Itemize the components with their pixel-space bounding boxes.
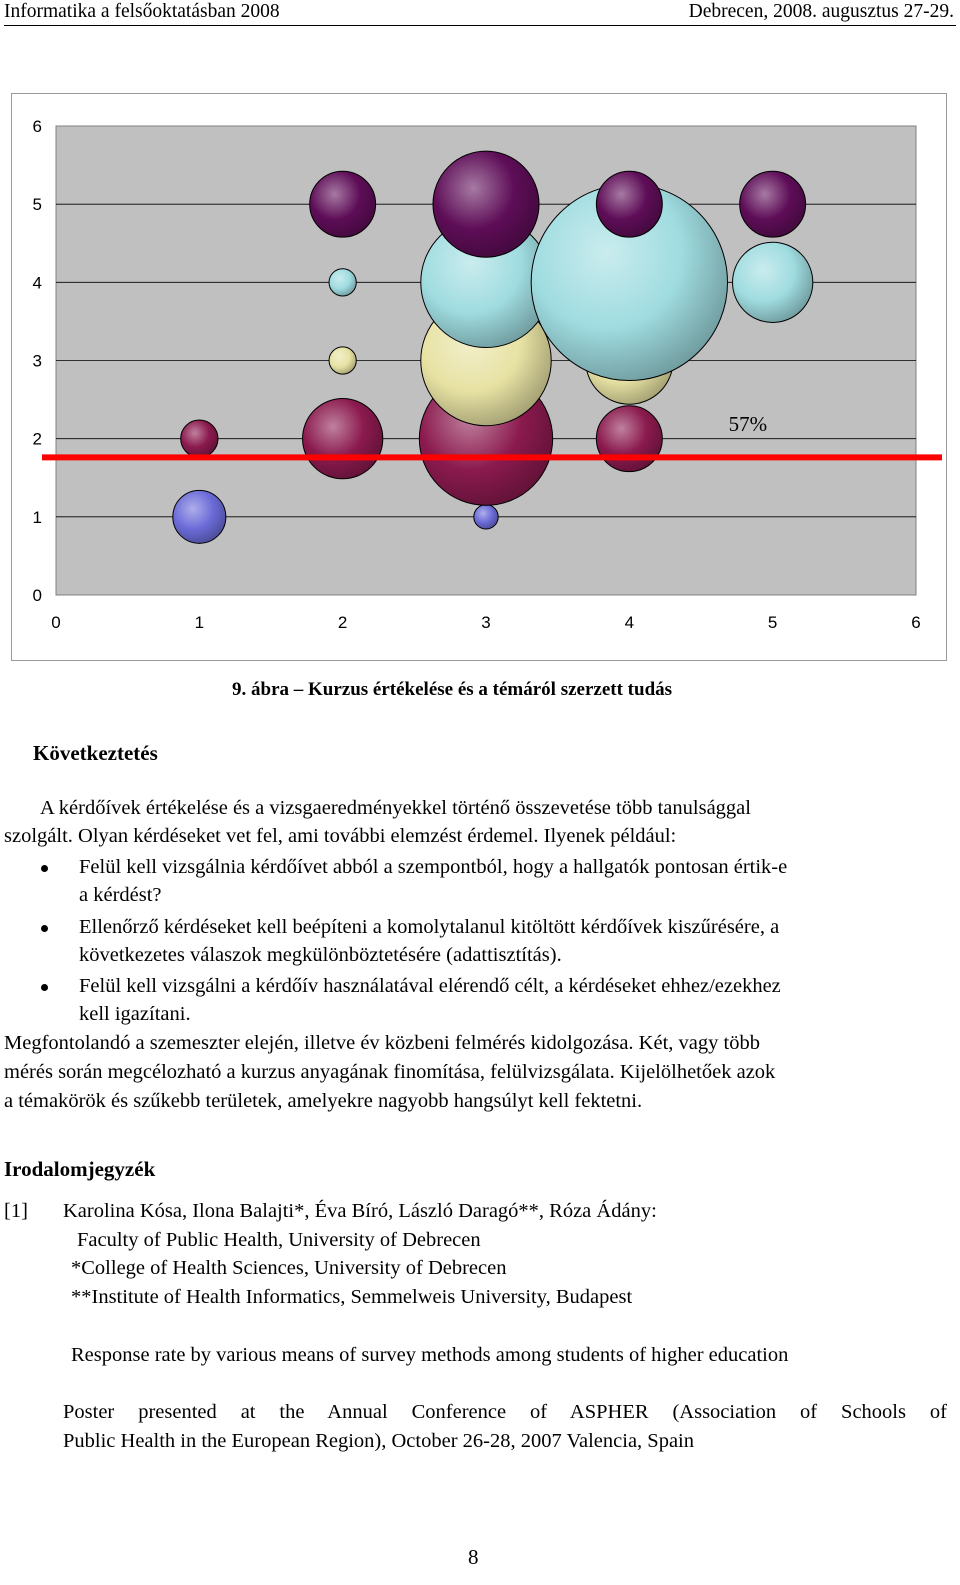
closing-line: Megfontolandó a szemeszter elején, illetve év közbeni felmérés kidolgozása. Két, vagy több	[4, 1032, 760, 1054]
reference-venue: Poster presented at the Annual Conference of ASPHER (Association of Schools of	[63, 1401, 947, 1423]
x-tick-label: 4	[624, 613, 635, 632]
header-location-date: Debrecen, 2008. augusztus 27-29.	[688, 1, 954, 22]
closing-line: a témakörök és szűkebb területek, amelyekre nagyobb hangsúlyt kell fektetni.	[4, 1090, 643, 1112]
bubble	[181, 420, 218, 457]
reference-line-label: 57%	[728, 411, 768, 436]
header-conference-title: Informatika a felsőoktatásban 2008	[4, 1, 280, 22]
conclusion-heading: Következtetés	[33, 741, 158, 765]
conclusion-line: szolgált. Olyan kérdéseket vet fel, ami további elemzést érdemel. Ilyenek például:	[4, 825, 677, 847]
bullet-text: Felül kell vizsgálnia kérdőívet abból a szempontból, hogy a hallgatók pontosan értik-e	[79, 856, 788, 878]
bubble	[474, 505, 498, 529]
reference-venue: Public Health in the European Region), October 26-28, 2007 Valencia, Spain	[63, 1430, 694, 1452]
bullet-dot	[41, 865, 48, 872]
bubble	[740, 171, 806, 237]
reference-title: Response rate by various means of survey methods among students of higher education	[71, 1344, 789, 1366]
y-tick-label: 4	[32, 273, 42, 293]
bullet-text: Felül kell vizsgálni a kérdőív használatával elérendő célt, a kérdéseket ehhez/ezekhez	[79, 975, 781, 997]
reference-authors: Karolina Kósa, Ilona Balajti*, Éva Bíró, László Daragó**, Róza Ádány:	[63, 1200, 657, 1222]
y-tick-label: 0	[32, 586, 42, 605]
bubble	[329, 269, 356, 296]
x-tick-label: 2	[337, 613, 348, 632]
bubble-chart-svg	[12, 94, 946, 660]
y-tick-label: 2	[32, 429, 42, 449]
bubble	[329, 347, 356, 374]
figure-caption: 9. ábra – Kurzus értékelése és a témáról szerzett tudás	[232, 679, 673, 700]
x-tick-label: 3	[481, 613, 491, 632]
running-header	[4, 0, 956, 26]
reference-affiliation: **Institute of Health Informatics, Semmelweis University, Budapest	[71, 1286, 633, 1308]
bubble	[596, 406, 662, 472]
page-number: 8	[468, 1545, 479, 1569]
x-tick-label: 6	[911, 613, 921, 632]
closing-line: mérés során megcélozható a kurzus anyagának finomítása, felülvizsgálata. Kijelölhetőek azok	[4, 1061, 776, 1083]
x-tick-label: 5	[767, 613, 778, 632]
x-tick-label: 1	[194, 613, 205, 632]
bullet-text: kell igazítani.	[79, 1003, 191, 1025]
y-tick-label: 3	[32, 351, 42, 371]
x-tick-label: 0	[51, 613, 61, 632]
reference-affiliation: *College of Health Sciences, University of Debrecen	[71, 1257, 507, 1279]
y-tick-label: 1	[32, 507, 42, 527]
bubble	[433, 151, 539, 257]
bullet-text: következetes válaszok megkülönböztetésére (adattisztítás).	[79, 944, 562, 966]
bubble	[596, 171, 662, 237]
y-tick-label: 6	[32, 117, 42, 136]
y-tick-label: 5	[32, 195, 42, 215]
references-heading: Irodalomjegyzék	[4, 1157, 156, 1181]
bubble	[310, 171, 376, 237]
bullet-dot	[41, 984, 48, 991]
reference-affiliation: Faculty of Public Health, University of Debrecen	[77, 1229, 481, 1251]
bubble	[733, 242, 813, 322]
conclusion-line: A kérdőívek értékelése és a vizsgaeredményekkel történő összevetése több tanulsággal	[40, 797, 751, 819]
bubble	[173, 490, 226, 543]
bubble-chart	[11, 93, 947, 661]
bubble	[303, 399, 383, 479]
reference-number: [1]	[4, 1200, 28, 1222]
bullet-text: a kérdést?	[79, 884, 162, 906]
bullet-dot	[41, 925, 48, 932]
bullet-text: Ellenőrző kérdéseket kell beépíteni a komolytalanul kitöltött kérdőívek kiszűrésére, a	[79, 916, 780, 938]
